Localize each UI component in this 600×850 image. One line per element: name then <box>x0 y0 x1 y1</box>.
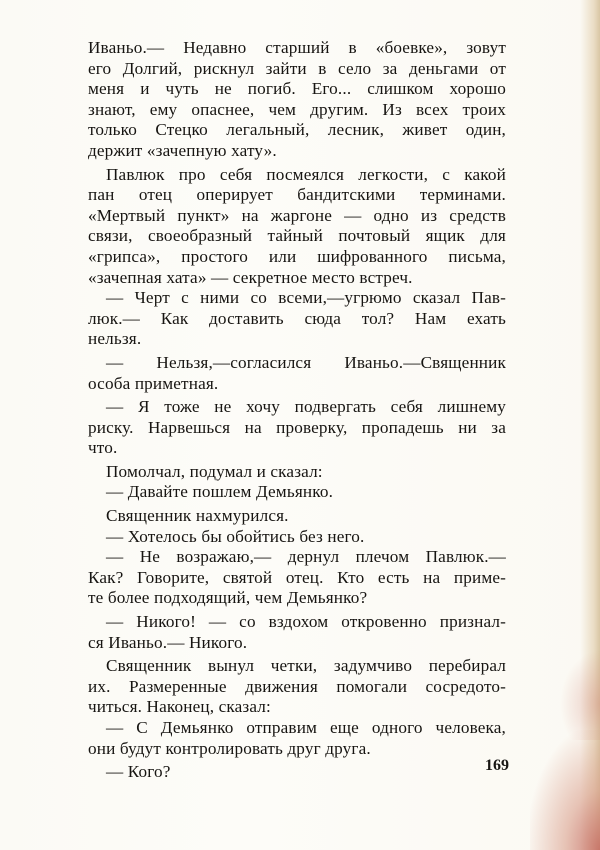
text-line: Священник нахмурился. <box>106 506 289 526</box>
text-line: риску. Нарвешься на проверку, пропадешь ни за <box>88 417 506 437</box>
text-line: — Черт с ними со всеми,—угрюмо сказал Пав- <box>106 288 506 308</box>
text-line: ся Иваньо.— Никого. <box>88 632 248 652</box>
text-line: — Хотелось бы обойтись без него. <box>106 526 365 546</box>
page-edge-stain-upper <box>560 650 600 740</box>
text-line: его Долгий, рискнул зайти в село за деньгами от <box>88 58 506 78</box>
page-text <box>88 38 506 783</box>
text-line: Священник вынул четки, задумчиво перебирал <box>106 656 506 676</box>
text-line: Помолчал, подумал и сказал: <box>106 461 323 481</box>
text-line: люк.— Как доставить сюда тол? Нам ехать <box>88 308 506 328</box>
text-line: только Стецко легальный, лесник, живет один, <box>88 120 506 140</box>
text-line: Как? Говорите, святой отец. Кто есть на приме- <box>88 567 506 587</box>
text-line: «зачепная хата» — секретное место встреч. <box>88 267 413 287</box>
text-line: их. Размеренные движения помогали сосредото- <box>88 676 506 696</box>
text-line: те более подходящий, чем Демьянко? <box>88 588 368 608</box>
text-line: меня и чуть не погиб. Его... слишком хорошо <box>88 79 506 99</box>
text-line: — Не возражаю,— дернул плечом Павлюк.— <box>106 547 506 567</box>
text-line: знают, ему опаснее, чем другим. Из всех троих <box>88 99 506 119</box>
text-line: пан отец оперирует бандитскими терминами. <box>88 185 506 205</box>
text-line: Иваньо.— Недавно старший в «боевке», зовут <box>88 38 506 57</box>
text-line: особа приметная. <box>88 373 219 393</box>
page-number: 169 <box>485 757 509 774</box>
text-line: держит «зачепную хату». <box>88 140 277 160</box>
text-line: они будут контролировать друг друга. <box>88 738 371 758</box>
text-line: связи, своеобразный тайный почтовый ящик для <box>88 226 506 246</box>
text-line: — Я тоже не хочу подвергать себя лишнему <box>106 397 506 417</box>
text-line: — С Демьянко отправим еще одного человека, <box>106 718 506 737</box>
text-line: Павлюк про себя посмеялся легкости, с какой <box>106 164 506 184</box>
text-line: — Давайте пошлем Демьянко. <box>106 482 334 502</box>
text-line: «Мертвый пункт» на жаргоне — одно из средств <box>88 205 506 225</box>
text-line: «грипса», простого или шифрованного письма, <box>88 246 506 266</box>
page-edge-stain <box>530 730 600 850</box>
text-line: — Нельзя,—согласился Иваньо.—Священник <box>106 352 506 372</box>
text-line: читься. Наконец, сказал: <box>88 697 271 717</box>
text-line: нельзя. <box>88 329 142 349</box>
text-line: — Кого? <box>106 762 171 782</box>
text-line: — Никого! — со вздохом откровенно признал- <box>106 612 506 632</box>
text-line: что. <box>88 438 118 458</box>
